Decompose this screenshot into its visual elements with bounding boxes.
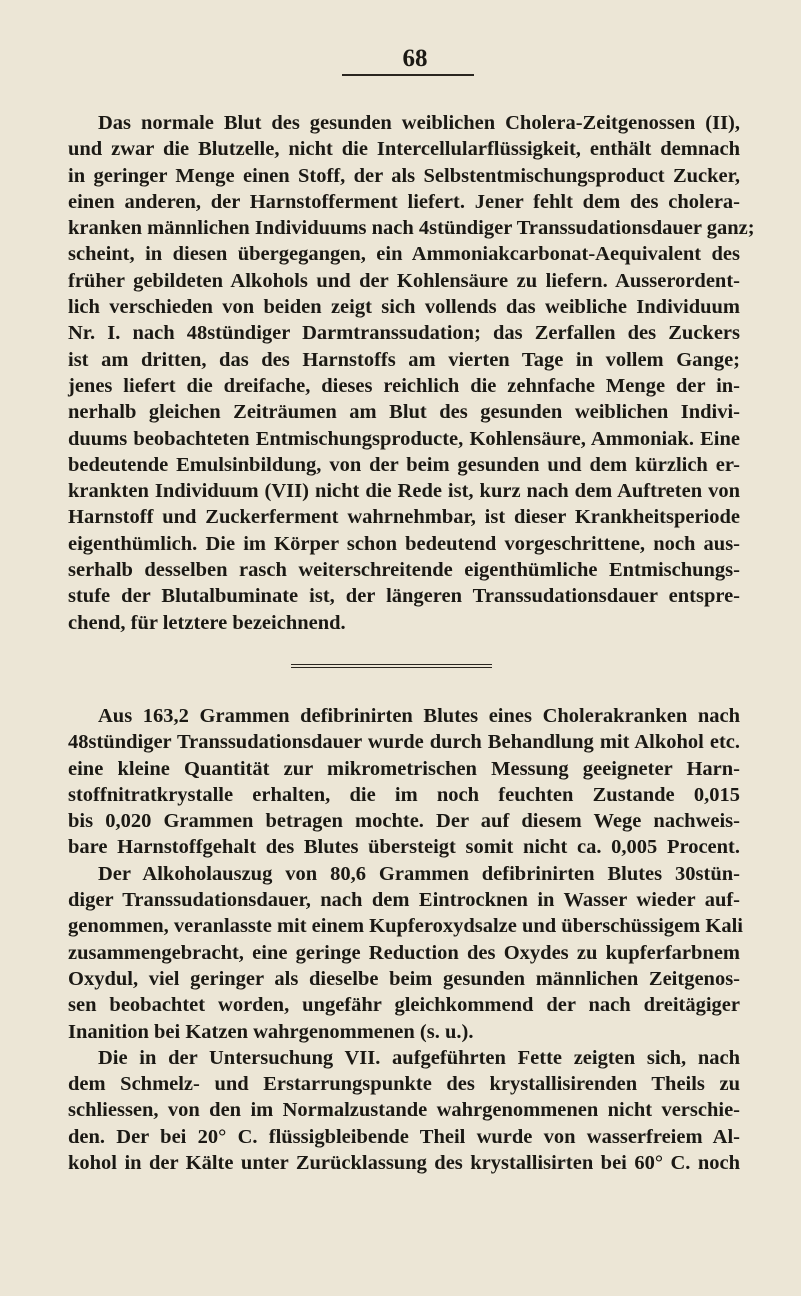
text-line: ist am dritten, das des Harnstoffs am vierten Tage in vollem Gange; — [68, 348, 740, 371]
text-line: duums beobachteten Entmischungsproducte, Kohlensäure, Ammoniak. Eine — [68, 427, 740, 450]
text-line: genommen, veranlasste mit einem Kupferoxydsalze und überschüssigem Kali — [68, 915, 743, 938]
text-line: sen beobachtet worden, ungefähr gleichkommend der nach dreitägiger — [68, 994, 740, 1017]
text-line: 48stündiger Transsudationsdauer wurde durch Behandlung mit Alkohol etc. — [68, 731, 740, 754]
text-line: chend, für letztere bezeichnend. — [68, 611, 346, 634]
text-line: dem Schmelz- und Erstarrungspunkte des krystallisirenden Theils zu — [68, 1073, 740, 1096]
page-number-rule — [342, 74, 474, 76]
paragraph-urea-analysis — [68, 703, 743, 1176]
text-line: stoffnitratkrystalle erhalten, die im noch feuchten Zustande 0,015 — [68, 783, 740, 806]
text-line: den. Der bei 20° C. flüssigbleibende Theil wurde von wasserfreiem Al- — [68, 1125, 740, 1148]
text-line: Inanition bei Katzen wahrgenommenen (s. u.). — [68, 1020, 474, 1043]
text-line: bare Harnstoffgehalt des Blutes übersteigt somit nicht ca. 0,005 Procent. — [68, 836, 740, 859]
text-line: Der Alkoholauszug von 80,6 Grammen defibrinirten Blutes 30stün- — [98, 862, 740, 885]
text-line: Das normale Blut des gesunden weiblichen Cholera-Zeitgenossen (II), — [98, 112, 740, 134]
text-line: einen anderen, der Harnstofferment liefert. Jener fehlt dem des cholera- — [68, 190, 740, 213]
text-line: eine kleine Quantität zur mikrometrischen Messung geeigneter Harn- — [68, 757, 740, 780]
text-line: Harnstoff und Zuckerferment wahrnehmbar, ist dieser Krankheitsperiode — [68, 506, 740, 529]
text-line: und zwar die Blutzelle, nicht die Intercellularflüssigkeit, enthält demnach — [68, 138, 740, 161]
text-line: krankten Individuum (VII) nicht die Rede ist, kurz nach dem Auftreten von — [68, 480, 740, 503]
section-separator — [291, 664, 492, 668]
text-line: eigenthümlich. Die im Körper schon bedeutend vorgeschrittene, noch aus- — [68, 532, 740, 555]
text-line: bis 0,020 Grammen betragen mochte. Der auf diesem Wege nachweis- — [68, 810, 740, 833]
page-number: 68 — [402, 45, 428, 72]
text-line: früher gebildeten Alkohols und der Kohlensäure zu liefern. Ausserordent- — [68, 269, 740, 292]
text-line: bedeutende Emulsinbildung, von der beim gesunden und dem kürzlich er- — [68, 453, 740, 476]
text-line: zusammengebracht, eine geringe Reduction des Oxydes zu kupferfarbnem — [68, 941, 740, 964]
text-line: kohol in der Kälte unter Zurücklassung des krystallisirten bei 60° C. noch — [68, 1152, 740, 1175]
text-line: in geringer Menge einen Stoff, der als Selbstentmischungsproduct Zucker, — [68, 164, 740, 187]
text-line: diger Transsudationsdauer, nach dem Eintrocknen in Wasser wieder auf- — [68, 889, 740, 912]
text-line: nerhalb gleichen Zeiträumen am Blut des gesunden weiblichen Indivi- — [68, 401, 740, 424]
text-line: stufe der Blutalbuminate ist, der längeren Transsudationsdauer entspre- — [68, 585, 740, 608]
text-line: serhalb desselben rasch weiterschreitende eigenthümliche Entmischungs- — [68, 559, 740, 582]
text-line: Oxydul, viel geringer als dieselbe beim gesunden männlichen Zeitgenos- — [68, 967, 740, 990]
text-line: scheint, in diesen übergegangen, ein Ammoniakcarbonat-Aequivalent des — [68, 243, 740, 266]
text-line: kranken männlichen Individuums nach 4stündiger Transsudationsdauer ganz; — [68, 217, 755, 240]
text-line: jenes liefert die dreifache, dieses reichlich die zehnfache Menge der in- — [68, 374, 740, 397]
text-line: lich verschieden von beiden zeigt sich vollends das weibliche Individuum — [68, 296, 740, 319]
text-line: Die in der Untersuchung VII. aufgeführten Fette zeigten sich, nach — [98, 1046, 740, 1069]
text-line: Nr. I. nach 48stündiger Darmtranssudation; das Zerfallen des Zuckers — [68, 322, 740, 345]
paragraph-cholera-blood — [68, 110, 755, 636]
text-line: Aus 163,2 Grammen defibrinirten Blutes eines Cholerakranken nach — [98, 705, 740, 727]
text-line: schliessen, von den im Normalzustande wahrgenommenen nicht verschie- — [68, 1099, 740, 1122]
